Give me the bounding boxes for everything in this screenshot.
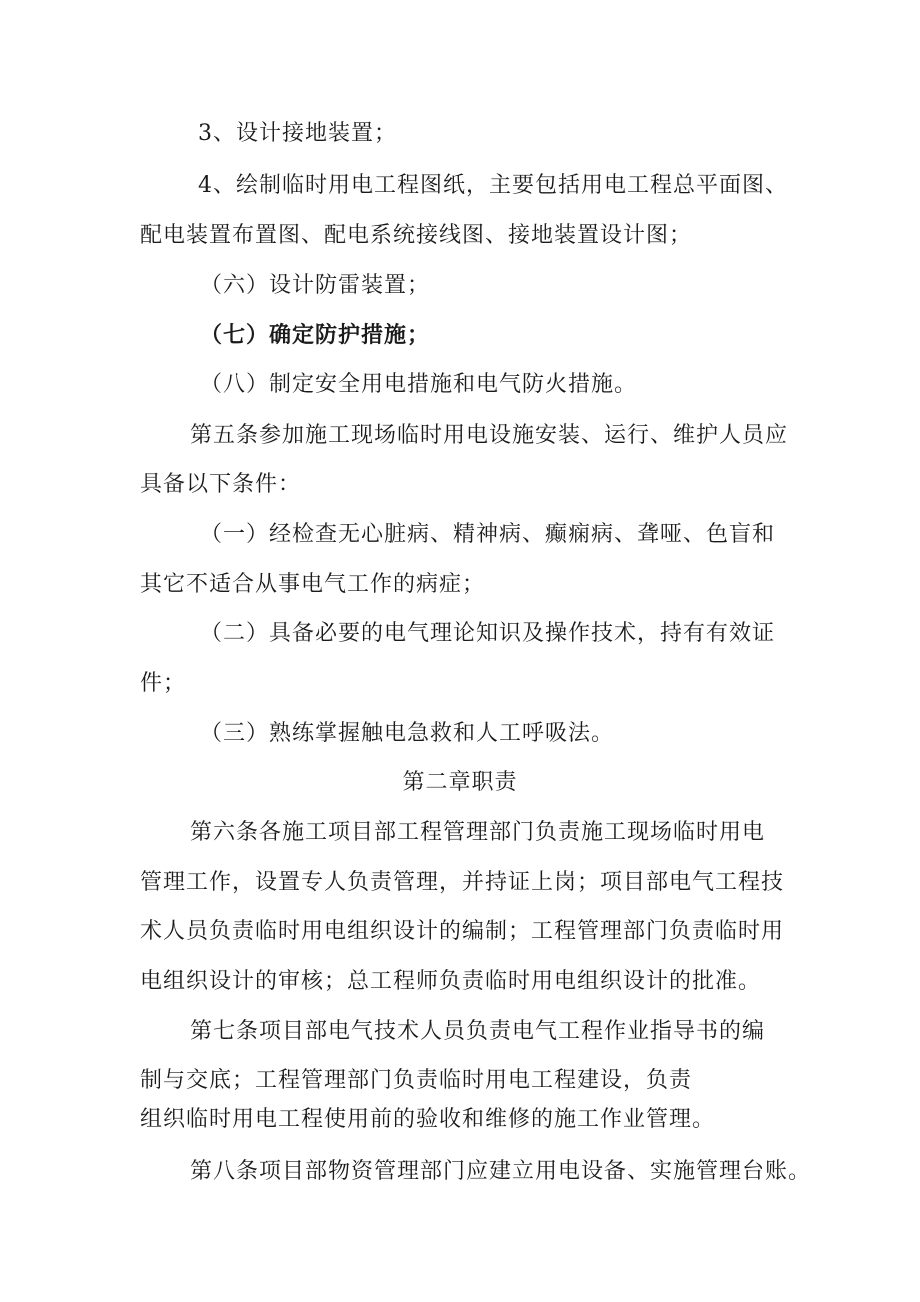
- text-line-4: （六）设计防雷装置；: [200, 273, 431, 298]
- text-line-12: 件；: [140, 671, 187, 696]
- text-line-3: 配电装置布置图、配电系统接线图、接地装置设计图；: [140, 223, 693, 248]
- text-line-2: 4、绘制临时用电工程图纸，主要包括用电工程总平面图、: [198, 173, 788, 198]
- text-line-10: 其它不适合从事电气工作的病症；: [140, 572, 486, 597]
- article-6-line-1: 第六条各施工项目部工程管理部门负责施工现场临时用电: [190, 820, 766, 845]
- article-8-line-1: 第八条项目部物资管理部门应建立用电设备、实施管理台账。: [190, 1159, 812, 1184]
- article-7-line-3: 组织临时用电工程使用前的验收和维修的施工作业管理。: [140, 1107, 716, 1132]
- article-6-line-4: 电组织设计的审核；总工程师负责临时用电组织设计的批准。: [140, 969, 762, 994]
- article-6-line-2: 管理工作，设置专人负责管理，并持证上岗；项目部电气工程技: [140, 870, 785, 895]
- article-5-line-2: 具备以下条件：: [140, 472, 302, 497]
- text-line-11: （二）具备必要的电气理论知识及操作技术，持有有效证: [200, 621, 776, 646]
- article-7-line-2: 制与交底；工程管理部门负责临时用电工程建设，负责: [140, 1068, 693, 1093]
- text-line-13: （三）熟练掌握触电急救和人工呼吸法。: [200, 721, 615, 746]
- text-line-5: （七）确定防护措施；: [200, 322, 431, 348]
- text-line-1: 3、设计接地装置；: [198, 121, 397, 146]
- article-6-line-3: 术人员负责临时用电组织设计的编制；工程管理部门负责临时用: [140, 919, 785, 944]
- article-5-line-1: 第五条参加施工现场临时用电设施安装、运行、维护人员应: [190, 423, 789, 448]
- article-7-line-1: 第七条项目部电气技术人员负责电气工程作业指导书的编: [190, 1019, 766, 1044]
- text-line-6: （八）制定安全用电措施和电气防火措施。: [200, 372, 638, 397]
- chapter-heading: 第二章职责: [402, 770, 518, 795]
- text-line-9: （一）经检查无心脏病、精神病、癫痫病、聋哑、色盲和: [200, 522, 776, 547]
